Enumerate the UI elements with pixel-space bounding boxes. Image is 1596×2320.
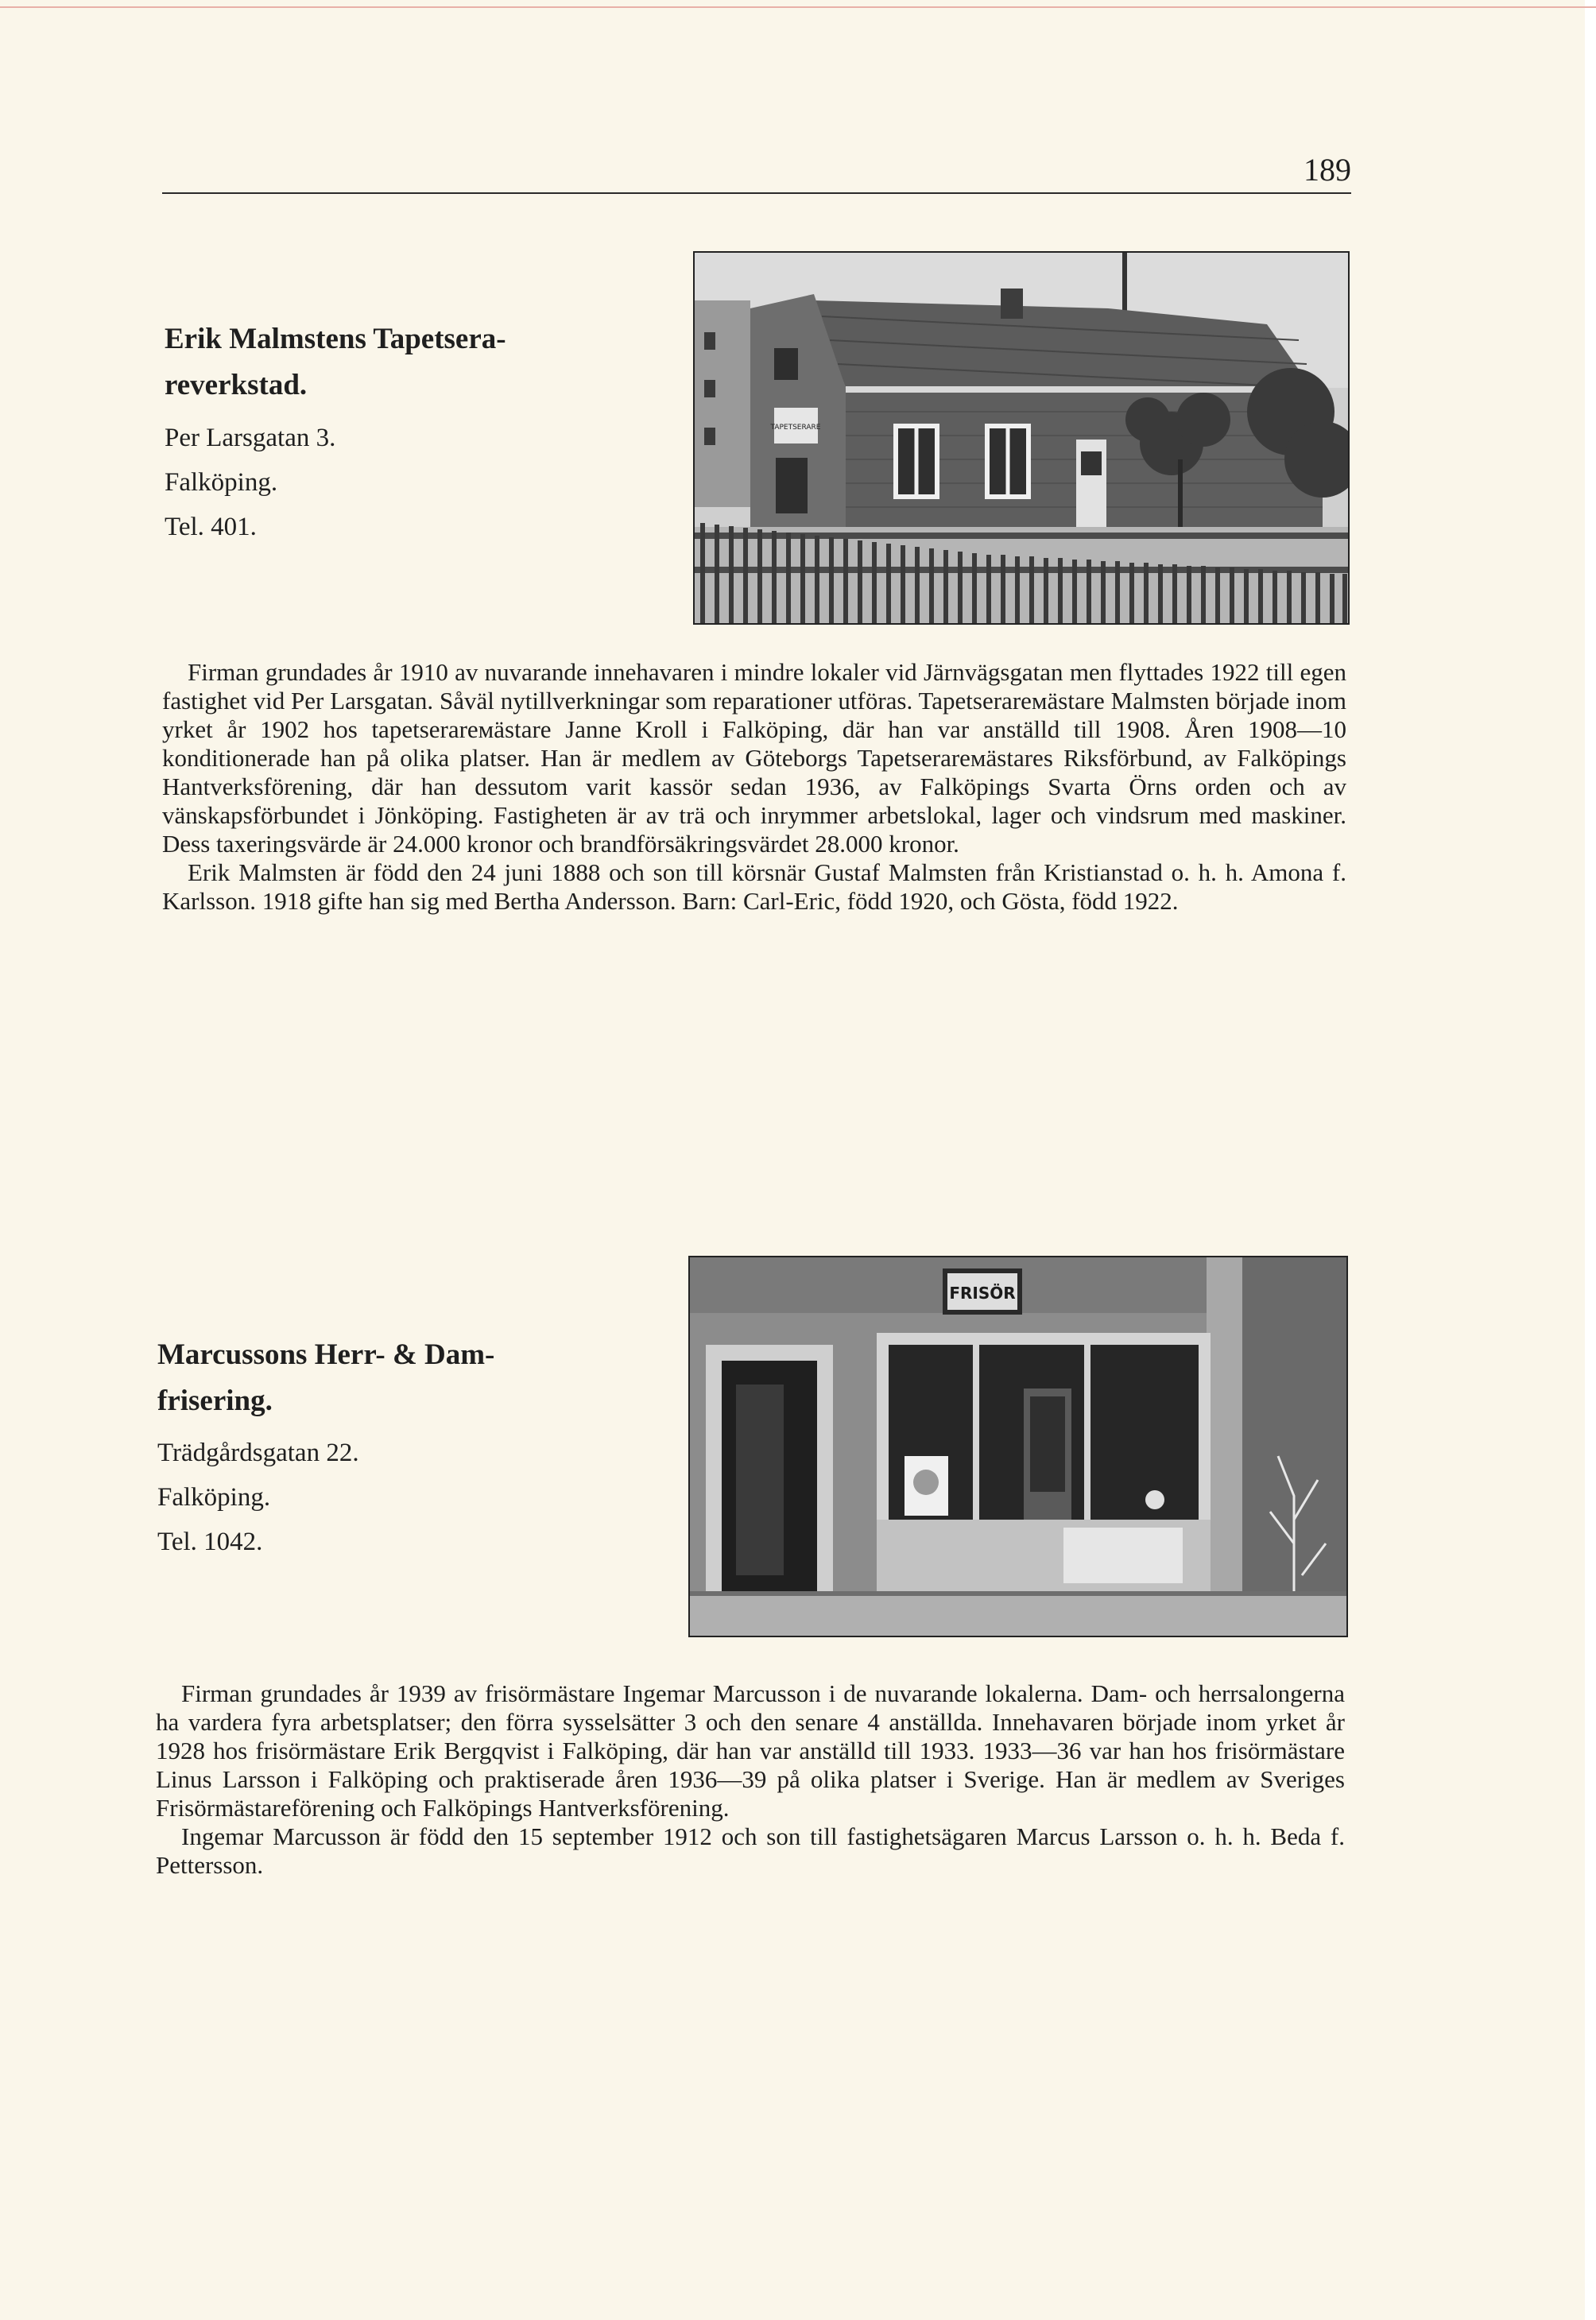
salon-photo xyxy=(688,1256,1348,1637)
entry-1-body xyxy=(162,658,1346,916)
entry-1-paragraph-2: Erik Malmsten är född den 24 juni 1888 och son till körsnär Gustaf Malmsten från Kristianstad o. h. h. Amona f. Karlsson. 1918 gifte han sig med Bertha Andersson. Barn: Carl-Eric, född 1920, och Gösta, född 1922. xyxy=(162,858,1346,915)
entry-1-phone: Tel. 401. xyxy=(165,513,257,541)
entry-1-heading-line1: Erik Malmstens Tapetsera- xyxy=(165,323,506,355)
header-rule xyxy=(162,192,1351,194)
page-number: 189 xyxy=(1304,152,1351,188)
entry-2-city: Falköping. xyxy=(157,1483,271,1512)
entry-1-contact xyxy=(165,416,335,549)
entry-1-paragraph-1: Firman grundades år 1910 av nuvarande innehavaren i mindre lokaler vid Järnvägsgatan men flyttades 1922 till egen fastighet vid Per Larsgatan. Såväl nytillverkningar som reparationer utföras. Tapetserarемästare Malmsten började inom yrket år 1902 hos tapetserarемästare Janne Kroll i Falköping, där han var anställd till 1908. Åren 1908—10 konditionerade han på olika platser. Han är medlem av Göteborgs Tapetserarемästares Riksförbund, av Falköpings Hantverksförening, där han dessutom varit kassör sedan 1936, av Falköpings Svarta Örns orden och av vänskapsförbundet i Jönköping. Fastigheten är av trä och inrymmer arbetslokal, lager och vindsrum med maskiner. Dess taxeringsvärde är 24.000 kronor och brandförsäkringsvärdet 28.000 kronor. xyxy=(162,658,1346,858)
entry-2-paragraph-1: Firman grundades år 1939 av frisörmästare Ingemar Marcusson i de nuvarande lokalerna. Dam- och herrsalongerna ha vardera fyra arbetsplatser; den förra sysselsätter 3 och den senare 4 anställda. Innehavaren började inom yrket år 1928 hos frisörmästare Erik Bergqvist i Falköping, där han var anställd till 1933. 1933—36 var han hos frisörmästare Linus Larsson i Falköping och praktiserade åren 1936—39 på olika platser i Sverige. Han är medlem av Sveriges Frisörmästareförening och Falköpings Hantverksförening. xyxy=(156,1679,1345,1822)
entry-2-phone: Tel. 1042. xyxy=(157,1528,263,1556)
entry-2-paragraph-2: Ingemar Marcusson är född den 15 september 1912 och son till fastighetsägaren Marcus Larsson o. h. h. Beda f. Pettersson. xyxy=(156,1822,1345,1879)
entry-2-contact xyxy=(157,1431,359,1564)
workshop-sign-text: TAPETSERARE xyxy=(770,424,821,432)
entry-2-body xyxy=(156,1679,1345,1880)
salon-sign-text: FRISÖR xyxy=(949,1284,1016,1303)
entry-2-address: Trädgårdsgatan 22. xyxy=(157,1439,359,1467)
entry-1-address: Per Larsgatan 3. xyxy=(165,424,336,452)
workshop-house-image xyxy=(695,253,1348,623)
workshop-photo xyxy=(693,251,1350,625)
entry-1-heading xyxy=(165,316,506,409)
entry-2-heading xyxy=(157,1332,494,1424)
entry-2-heading-line2: frisering. xyxy=(157,1385,273,1417)
entry-1-city: Falköping. xyxy=(165,468,278,497)
entry-2-heading-line1: Marcussons Herr- & Dam- xyxy=(157,1338,495,1371)
salon-storefront-image xyxy=(690,1257,1346,1636)
page-edge-line xyxy=(0,6,1596,8)
entry-1-heading-line2: reverkstad. xyxy=(165,369,308,401)
